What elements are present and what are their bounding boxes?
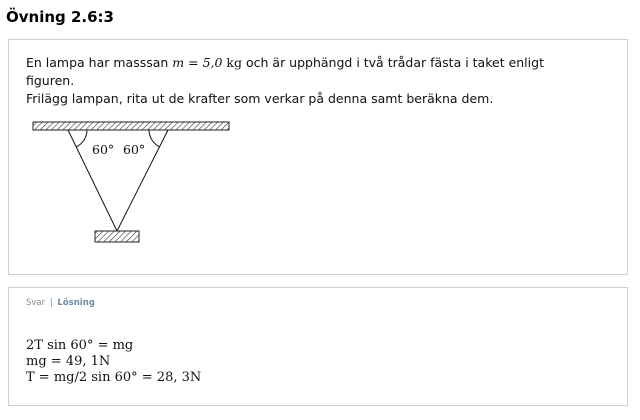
question-line2: figuren. [26,73,75,88]
solution-line: 2T sin 60° = mg [26,338,134,353]
answer-tabs [26,298,95,308]
solution-line: T = mg/2 sin 60° = 28, 3N [26,370,202,385]
question-line3: Frilägg lampan, rita ut de krafter som verkar på denna samt beräkna dem. [26,91,494,106]
right-angle-label: 60° [123,142,146,157]
question-box [8,39,628,275]
right-angle-arc [149,130,160,147]
solution-line: mg = 49, 1N [26,354,111,369]
lamp-figure [29,118,239,248]
left-angle-arc [76,130,87,147]
tab-svar[interactable]: Svar [26,298,46,308]
mass-unit: kg [222,55,243,70]
answer-box [8,287,628,406]
ceiling [33,122,229,130]
question-line1-post: och är upphängd i två trådar fästa i taket enligt [242,55,544,70]
question-line1-pre: En lampa har masssan [26,55,173,70]
exercise-title: Övning 2.6:3 [6,8,114,26]
left-angle-label: 60° [92,142,115,157]
tab-separator: | [49,298,53,308]
question-text [26,54,586,108]
tab-losning[interactable]: Lösning [57,298,95,308]
lamp [95,231,139,242]
solution-text [26,338,201,386]
mass-formula: m = 5,0 [172,55,223,70]
